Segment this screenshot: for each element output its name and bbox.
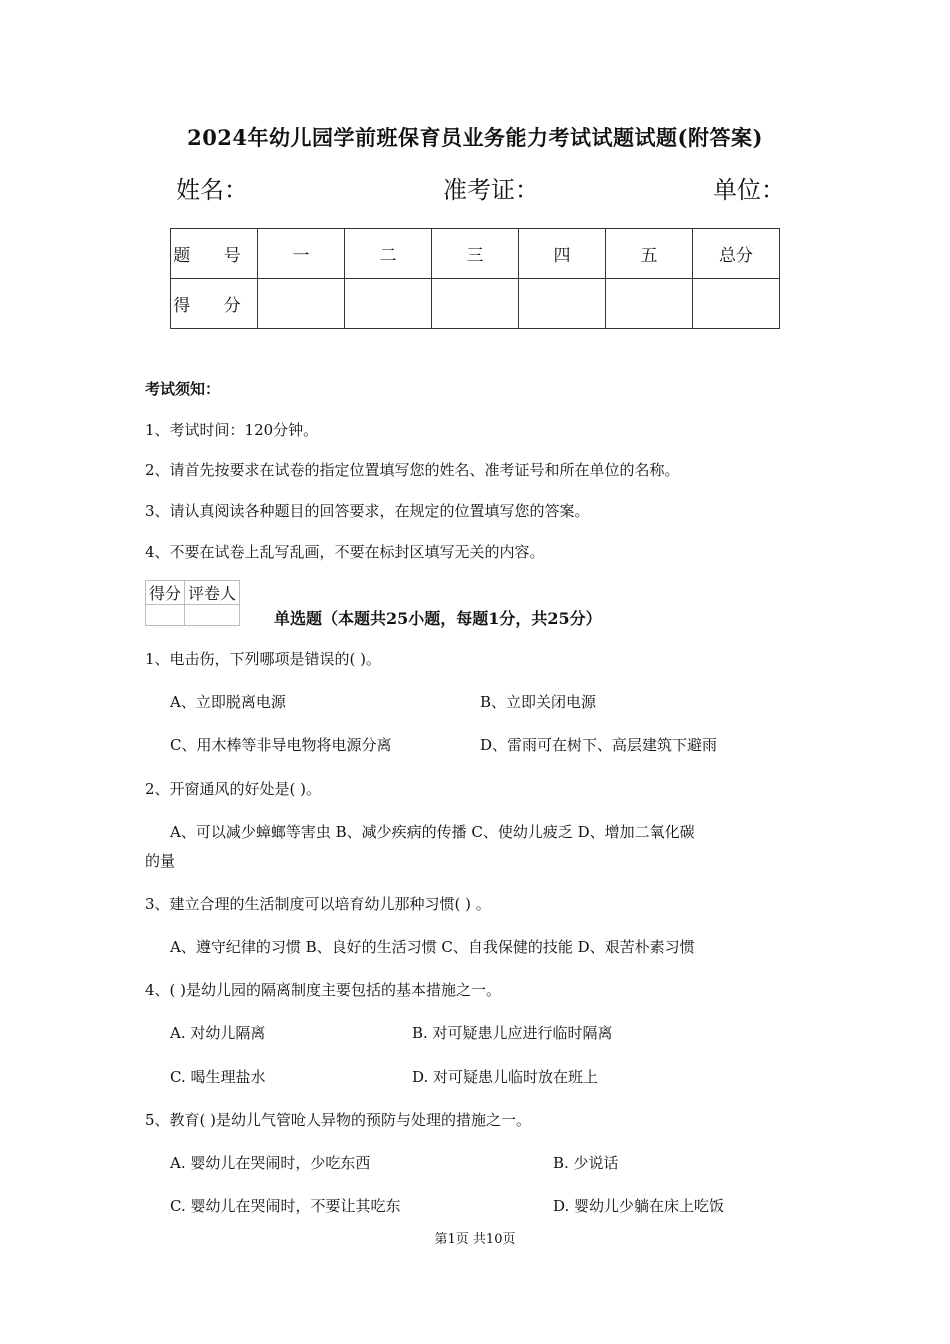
page-title: 2024年幼儿园学前班保育员业务能力考试试题试题(附答案) — [187, 125, 763, 150]
question-1-option-a[interactable]: A、立即脱离电源 — [170, 693, 286, 711]
notice-item: 1、考试时间：120分钟。 — [145, 421, 319, 439]
score-table-score-row — [171, 279, 780, 329]
score-cell[interactable] — [258, 279, 345, 329]
question-4-stem: 4、( )是幼儿园的隔离制度主要包括的基本措施之一。 — [145, 981, 502, 999]
unit-label: 单位： — [713, 176, 785, 204]
score-cell[interactable] — [345, 279, 432, 329]
question-2-options[interactable]: A、可以减少蟑螂等害虫 B、减少疾病的传播 C、使幼儿疲乏 D、增加二氧化碳 — [170, 823, 695, 841]
score-row-label: 得 分 — [171, 279, 258, 329]
question-5-option-c[interactable]: C. 婴幼儿在哭闹时，不要让其吃东 — [170, 1197, 401, 1215]
score-table-header-row — [171, 229, 780, 279]
grader-reviewer-cell[interactable] — [185, 605, 240, 626]
grader-box — [145, 580, 240, 626]
notice-title: 考试须知： — [145, 380, 221, 398]
score-header-cell: 总分 — [693, 229, 780, 279]
question-5-option-b[interactable]: B. 少说话 — [553, 1154, 619, 1172]
score-table — [170, 228, 780, 329]
question-2-stem: 2、开窗通风的好处是( )。 — [145, 780, 322, 798]
question-1-stem: 1、电击伤，下列哪项是错误的( )。 — [145, 650, 382, 668]
grader-score-label: 得分 — [146, 581, 185, 605]
question-1-option-d[interactable]: D、雷雨可在树下、高层建筑下避雨 — [480, 736, 718, 754]
notice-item: 4、不要在试卷上乱写乱画，不要在标封区填写无关的内容。 — [145, 543, 545, 561]
question-4-option-c[interactable]: C. 喝生理盐水 — [170, 1068, 266, 1086]
score-header-cell: 一 — [258, 229, 345, 279]
question-5-option-a[interactable]: A. 婴幼儿在哭闹时，少吃东西 — [170, 1154, 371, 1172]
score-header-cell: 四 — [519, 229, 606, 279]
score-cell[interactable] — [519, 279, 606, 329]
score-cell[interactable] — [606, 279, 693, 329]
page-footer: 第1页 共10页 — [434, 1232, 516, 1247]
question-5-option-d[interactable]: D. 婴幼儿少躺在床上吃饭 — [553, 1197, 725, 1215]
question-2-options-wrap: 的量 — [145, 852, 176, 870]
score-header-label: 题 号 — [171, 229, 258, 279]
score-cell[interactable] — [432, 279, 519, 329]
name-label: 姓名： — [176, 176, 248, 204]
score-header-cell: 五 — [606, 229, 693, 279]
exam-id-label: 准考证： — [443, 176, 539, 204]
section-title: 单选题（本题共25小题，每题1分，共25分） — [274, 609, 602, 628]
score-header-cell: 三 — [432, 229, 519, 279]
question-4-option-b[interactable]: B. 对可疑患儿应进行临时隔离 — [412, 1024, 613, 1042]
score-header-cell: 二 — [345, 229, 432, 279]
grader-score-cell[interactable] — [146, 605, 185, 626]
question-4-option-d[interactable]: D. 对可疑患儿临时放在班上 — [412, 1068, 599, 1086]
question-1-option-b[interactable]: B、立即关闭电源 — [480, 693, 597, 711]
question-5-stem: 5、教育( )是幼儿气管呛人异物的预防与处理的措施之一。 — [145, 1111, 532, 1129]
score-cell[interactable] — [693, 279, 780, 329]
question-4-option-a[interactable]: A. 对幼儿隔离 — [170, 1024, 266, 1042]
question-3-options[interactable]: A、遵守纪律的习惯 B、良好的生活习惯 C、自我保健的技能 D、艰苦朴素习惯 — [170, 938, 695, 956]
question-3-stem: 3、建立合理的生活制度可以培育幼儿那种习惯( ) 。 — [145, 895, 491, 913]
notice-item: 2、请首先按要求在试卷的指定位置填写您的姓名、准考证号和所在单位的名称。 — [145, 461, 680, 479]
grader-reviewer-label: 评卷人 — [185, 581, 240, 605]
question-1-option-c[interactable]: C、用木棒等非导电物将电源分离 — [170, 736, 392, 754]
notice-item: 3、请认真阅读各种题目的回答要求，在规定的位置填写您的答案。 — [145, 502, 590, 520]
